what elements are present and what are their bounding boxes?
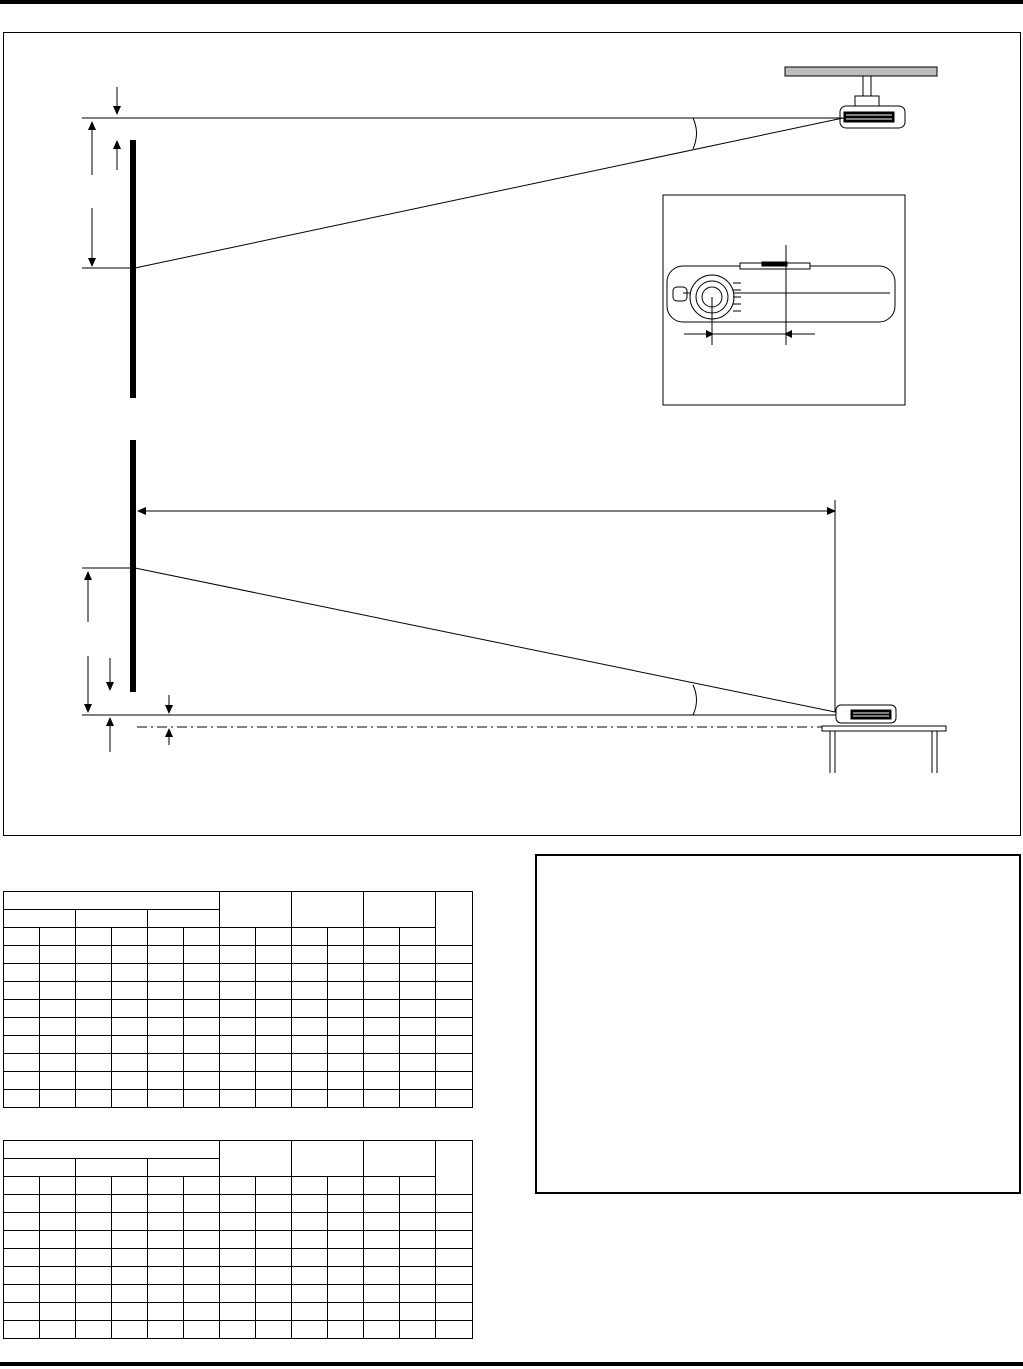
front-view-inset [663,195,905,405]
table-header-cell [76,1159,148,1177]
table-row [4,1285,473,1303]
mount-bracket [855,96,879,106]
distance-table-1 [3,891,473,1108]
table-row [4,1303,473,1321]
table-header-cell [364,892,436,928]
table-header-cell [4,1141,220,1159]
table-row [4,1054,473,1072]
desktop-projector [836,705,896,723]
table-row [4,1267,473,1285]
desktop-view [82,440,946,773]
table [822,726,946,773]
table-header-cell [292,1141,364,1177]
table-header-cell [148,910,220,928]
table-row [4,946,473,964]
ceiling-projection-ray [135,118,843,268]
ceiling-plate [785,67,937,76]
table-header-cell [4,1159,76,1177]
desktop-screen [130,440,136,692]
distance-table-2 [3,1140,473,1339]
table-row [4,1018,473,1036]
table-header-cell [436,892,473,946]
table-row [4,1231,473,1249]
table-row [4,1249,473,1267]
desktop-angle-arc [693,685,697,715]
table-row [4,1321,473,1339]
note-box [535,854,1021,1194]
table-row [4,928,473,946]
table-header-cell [364,1141,436,1177]
table-header-cell [220,892,292,928]
table-header-cell [220,1141,292,1177]
table-row [4,1213,473,1231]
table-row [4,1195,473,1213]
ceiling-projector [840,106,905,128]
table-row [4,982,473,1000]
table-row [4,1141,473,1159]
footer-rule [0,1362,1023,1366]
table-row [4,1177,473,1195]
table-row [4,964,473,982]
ceiling-mount-view [82,67,937,398]
ceiling-screen [130,140,136,398]
mount-pole [863,76,871,98]
ceiling-angle-arc [693,118,697,149]
desktop-projection-ray [135,568,840,713]
table-row [4,1036,473,1054]
table-header-cell [292,892,364,928]
table-header-cell [148,1159,220,1177]
table-header-cell [4,910,76,928]
table-row [4,1000,473,1018]
table-row [4,892,473,910]
table-header-cell [436,1141,473,1195]
table-header-cell [76,910,148,928]
table-row [4,1090,473,1108]
table-row [4,1072,473,1090]
table-header-cell [4,892,220,910]
